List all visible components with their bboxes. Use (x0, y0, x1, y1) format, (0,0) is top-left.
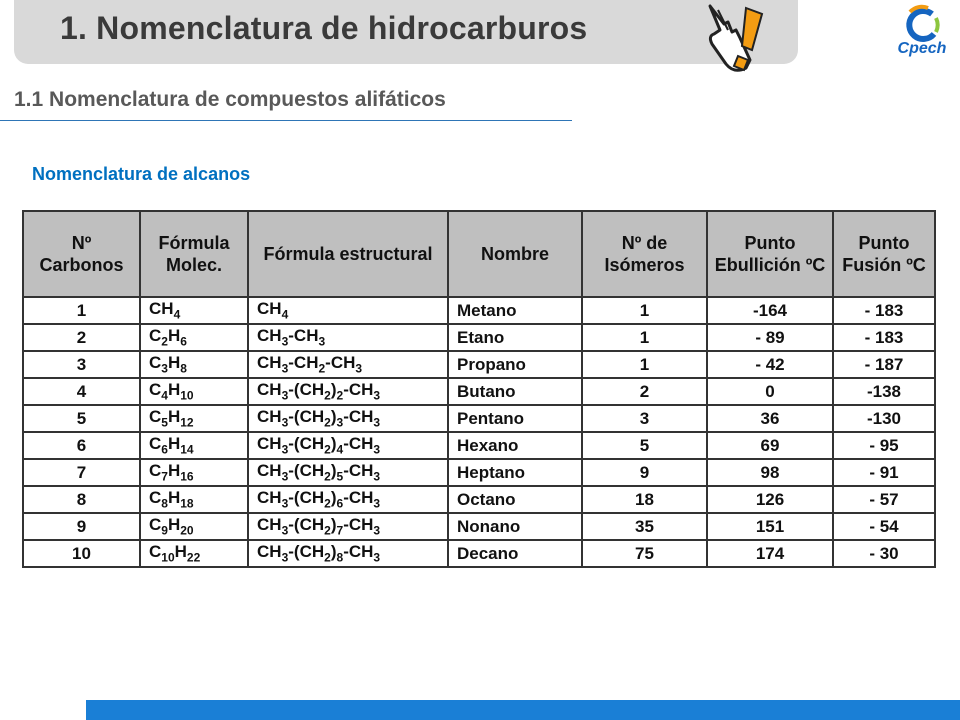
table-row (23, 459, 935, 486)
cell-boiling-point: 151 (707, 513, 833, 540)
cpech-logo (888, 4, 956, 62)
cell-molecular-formula: $C_4H_{10}$ (140, 378, 248, 405)
cell-boiling-point: - 89 (707, 324, 833, 351)
cell-melting-point: - 183 (833, 324, 935, 351)
cell-structural-formula: $CH_3-(CH_2)_6-CH_3$ (248, 486, 448, 513)
header-name: Nombre (448, 211, 582, 297)
table-row (23, 405, 935, 432)
cell-melting-point: - 54 (833, 513, 935, 540)
cell-molecular-formula: $C_8H_{18}$ (140, 486, 248, 513)
header-molecular-formula: Fórmula Molec. (140, 211, 248, 297)
section-subtitle: 1.1 Nomenclatura de compuestos alifáticos (14, 88, 446, 111)
table-row (23, 486, 935, 513)
alkanes-table-container (22, 210, 934, 568)
cell-name: Pentano (448, 405, 582, 432)
cell-name: Octano (448, 486, 582, 513)
cell-boiling-point: 69 (707, 432, 833, 459)
cell-isomers: 18 (582, 486, 707, 513)
cell-melting-point: - 91 (833, 459, 935, 486)
table-row (23, 378, 935, 405)
cell-melting-point: -130 (833, 405, 935, 432)
cell-isomers: 9 (582, 459, 707, 486)
cell-isomers: 2 (582, 378, 707, 405)
cell-carbon-count: 3 (23, 351, 140, 378)
header-carbon-count: Nº Carbonos (23, 211, 140, 297)
cell-structural-formula: $CH_3-(CH_2)_2-CH_3$ (248, 378, 448, 405)
cell-carbon-count: 10 (23, 540, 140, 567)
cell-molecular-formula: $C_9H_{20}$ (140, 513, 248, 540)
cell-name: Decano (448, 540, 582, 567)
table-body (23, 297, 935, 567)
table-header-row (23, 211, 935, 297)
table-row (23, 540, 935, 567)
header-boiling-point: Punto Ebullición ºC (707, 211, 833, 297)
cell-name: Propano (448, 351, 582, 378)
cell-molecular-formula: $C_6H_{14}$ (140, 432, 248, 459)
cell-boiling-point: 36 (707, 405, 833, 432)
table-row (23, 513, 935, 540)
cell-structural-formula: $CH_4$ (248, 297, 448, 324)
header-melting-point: Punto Fusión ºC (833, 211, 935, 297)
cell-structural-formula: $CH_3-CH_3$ (248, 324, 448, 351)
cell-molecular-formula: $C_{10}H_{22}$ (140, 540, 248, 567)
table-row (23, 297, 935, 324)
cell-carbon-count: 8 (23, 486, 140, 513)
cell-molecular-formula: $C_2H_6$ (140, 324, 248, 351)
cell-name: Etano (448, 324, 582, 351)
cell-isomers: 1 (582, 297, 707, 324)
cell-isomers: 35 (582, 513, 707, 540)
cell-carbon-count: 5 (23, 405, 140, 432)
logo-mark-icon (888, 4, 956, 44)
alkanes-table (22, 210, 936, 568)
cell-structural-formula: $CH_3-(CH_2)_5-CH_3$ (248, 459, 448, 486)
table-row (23, 351, 935, 378)
subtitle-underline (0, 120, 572, 121)
cell-molecular-formula: $CH_4$ (140, 297, 248, 324)
cell-isomers: 1 (582, 351, 707, 378)
title-bar (14, 0, 798, 64)
table-row (23, 432, 935, 459)
cell-melting-point: - 183 (833, 297, 935, 324)
header-isomers: Nº de Isómeros (582, 211, 707, 297)
cell-carbon-count: 6 (23, 432, 140, 459)
cell-boiling-point: - 42 (707, 351, 833, 378)
cell-boiling-point: 174 (707, 540, 833, 567)
cell-isomers: 5 (582, 432, 707, 459)
footer-bar (86, 700, 960, 720)
logo-text: Cpech (897, 40, 947, 57)
cell-melting-point: - 57 (833, 486, 935, 513)
cell-isomers: 75 (582, 540, 707, 567)
cell-isomers: 1 (582, 324, 707, 351)
section-heading: Nomenclatura de alcanos (32, 164, 251, 184)
header-structural-formula: Fórmula estructural (248, 211, 448, 297)
cell-name: Butano (448, 378, 582, 405)
cell-carbon-count: 9 (23, 513, 140, 540)
cell-carbon-count: 2 (23, 324, 140, 351)
cell-carbon-count: 4 (23, 378, 140, 405)
cell-isomers: 3 (582, 405, 707, 432)
cell-molecular-formula: $C_3H_8$ (140, 351, 248, 378)
cell-boiling-point: 126 (707, 486, 833, 513)
cell-name: Heptano (448, 459, 582, 486)
page-title: 1. Nomenclatura de hidrocarburos (60, 10, 588, 46)
cell-name: Metano (448, 297, 582, 324)
cell-melting-point: -138 (833, 378, 935, 405)
hand-exclamation-icon (700, 0, 770, 82)
cell-structural-formula: $CH_3-(CH_2)_4-CH_3$ (248, 432, 448, 459)
cell-boiling-point: -164 (707, 297, 833, 324)
cell-carbon-count: 1 (23, 297, 140, 324)
cell-structural-formula: $CH_3-(CH_2)_7-CH_3$ (248, 513, 448, 540)
cell-name: Hexano (448, 432, 582, 459)
cell-structural-formula: $CH_3-(CH_2)_3-CH_3$ (248, 405, 448, 432)
cell-melting-point: - 30 (833, 540, 935, 567)
cell-carbon-count: 7 (23, 459, 140, 486)
cell-molecular-formula: $C_7H_{16}$ (140, 459, 248, 486)
cell-melting-point: - 187 (833, 351, 935, 378)
cell-structural-formula: $CH_3-(CH_2)_8-CH_3$ (248, 540, 448, 567)
cell-boiling-point: 98 (707, 459, 833, 486)
cell-melting-point: - 95 (833, 432, 935, 459)
cell-molecular-formula: $C_5H_{12}$ (140, 405, 248, 432)
cell-name: Nonano (448, 513, 582, 540)
cell-structural-formula: $CH_3-CH_2-CH_3$ (248, 351, 448, 378)
cell-boiling-point: 0 (707, 378, 833, 405)
table-row (23, 324, 935, 351)
